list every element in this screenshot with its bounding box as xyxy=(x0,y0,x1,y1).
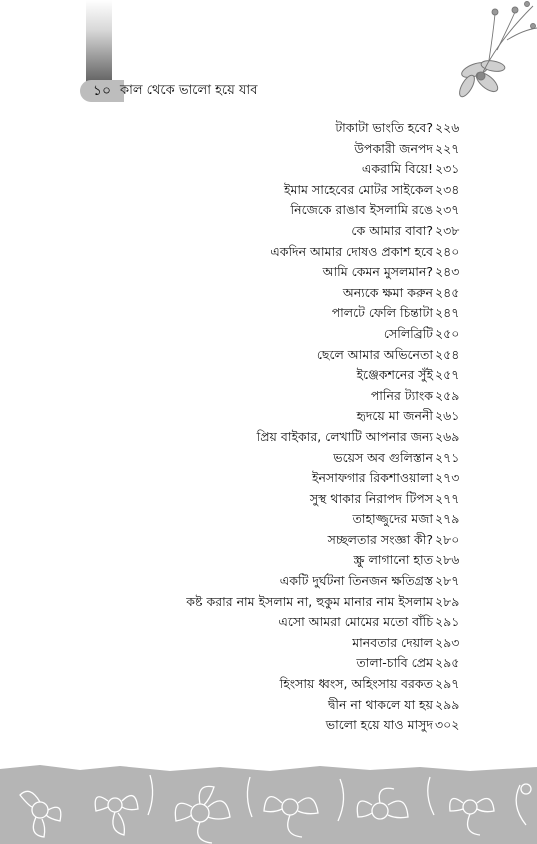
toc-entry-page: ২৫৭ xyxy=(435,367,460,383)
toc-entry-page: ২৯৯ xyxy=(435,696,460,712)
toc-entry-title: ভয়েস অব গুলিস্তান xyxy=(333,449,433,465)
toc-entry-page: ২৫৪ xyxy=(435,346,460,362)
toc-entry xyxy=(130,345,475,366)
toc-entry-title: দ্বীন না থাকলে যা হয় xyxy=(327,696,433,712)
toc-entry-title: এসো আমরা মোমের মতো বাঁচি xyxy=(278,614,433,630)
toc-entry-title: একদিন আমার দোষও প্রকাশ হবে xyxy=(270,243,433,259)
toc-entry xyxy=(130,200,475,221)
book-title: কাল থেকে ভালো হয়ে যাব xyxy=(120,83,258,98)
toc-entry-page: ২৩৪ xyxy=(435,181,460,197)
floral-pattern-icon xyxy=(0,765,537,844)
toc-entry-title: তালা-চাবি প্রেম xyxy=(356,655,433,671)
toc-entry-page: ২৮৯ xyxy=(435,593,460,609)
toc-entry xyxy=(130,139,475,160)
toc-entry-page: ২৭৩ xyxy=(435,470,460,486)
toc-entry-title: নিজেকে রাঙাব ইসলামি রঙে xyxy=(290,202,433,218)
toc-entry-page: ২৮০ xyxy=(435,531,460,547)
toc-entry-page: ২৭১ xyxy=(435,449,460,465)
toc-entry-title: আমি কেমন মুসলমান? xyxy=(322,264,433,280)
toc-entry xyxy=(130,715,475,736)
toc-entry xyxy=(130,468,475,489)
page-number: ১০ xyxy=(80,80,124,102)
toc-entry-page: ২২৬ xyxy=(435,120,460,135)
toc-entry-title: স্ক্রু লাগানো হাত xyxy=(353,552,433,568)
toc-entry xyxy=(130,324,475,345)
toc-entry xyxy=(130,283,475,304)
toc-entry xyxy=(130,489,475,510)
toc-entry xyxy=(130,509,475,530)
toc-entry-title: হিংসায় ধ্বংস, অহিংসায় বরকত xyxy=(279,676,433,692)
toc-entry-title: কষ্ট করার নাম ইসলাম না, হুকুম মানার নাম ইসলাম xyxy=(186,593,433,609)
toc-entry-page: ২৩৮ xyxy=(435,222,460,238)
toc-entry-title: মানবতার দেয়াল xyxy=(352,634,433,650)
toc-entry-title: তাহাজ্জুদের মজা xyxy=(352,511,433,527)
toc-entry-page: ২৭৭ xyxy=(435,490,460,506)
toc-entry-page: ২৮৭ xyxy=(435,573,460,589)
toc-entry-title: পানির ট্যাংক xyxy=(370,387,433,403)
toc-entry-title: ইঞ্জেকশনের সুঁই xyxy=(356,367,433,383)
toc-entry xyxy=(130,530,475,551)
toc-entry-page: ২৯৫ xyxy=(435,655,460,671)
toc-entry-title: কে আমার বাবা? xyxy=(351,222,433,238)
toc-entry-page: ২৯১ xyxy=(435,614,460,630)
toc-entry-title: ভালো হয়ে যাও মাসুদ xyxy=(325,717,433,733)
toc-entry-title: টাকাটা ভাংতি হবে? xyxy=(335,120,433,135)
toc-entry-title: হৃদয়ে মা জননী xyxy=(356,408,433,424)
header-gradient-bar xyxy=(86,0,112,86)
toc-entry-page: ২৪৩ xyxy=(435,264,460,280)
toc-entry-title: ইনসাফগার রিকশাওয়ালা xyxy=(312,470,433,486)
toc-entry-title: প্রিয় বাইকার, লেখাটি আপনার জন্য xyxy=(256,428,433,444)
toc-entry xyxy=(130,674,475,695)
toc-entry xyxy=(130,262,475,283)
toc-entry-page: ২৫০ xyxy=(435,325,460,341)
toc-entry-page: ২৮৬ xyxy=(435,552,460,568)
toc-entry-page: ২৯৭ xyxy=(435,676,460,692)
toc-entry-page: ২৪০ xyxy=(435,243,460,259)
table-of-contents xyxy=(130,118,475,736)
toc-entry xyxy=(130,695,475,716)
toc-entry xyxy=(130,550,475,571)
toc-entry-title: সচ্ছলতার সংজ্ঞা কী? xyxy=(327,531,433,547)
toc-entry-title: পালটে ফেলি চিন্তাটা xyxy=(331,305,433,321)
toc-entry-page: ২২৭ xyxy=(435,140,460,156)
flower-ornament-icon xyxy=(437,0,537,105)
toc-entry xyxy=(130,612,475,633)
page-header xyxy=(80,80,460,104)
toc-entry-page: ২৩৭ xyxy=(435,202,460,218)
toc-entry xyxy=(130,365,475,386)
toc-entry-title: ইমাম সাহেবের মোটর সাইকেল xyxy=(283,181,433,197)
toc-entry xyxy=(130,427,475,448)
toc-entry-page: ২৪৭ xyxy=(435,305,460,321)
toc-entry-page: ২৩১ xyxy=(435,161,460,177)
toc-entry xyxy=(130,303,475,324)
toc-entry xyxy=(130,221,475,242)
toc-entry-title: সেলিব্রিটি xyxy=(383,325,433,341)
toc-entry-page: ২৬১ xyxy=(435,408,460,424)
toc-entry-page: ২৭৯ xyxy=(435,511,460,527)
toc-entry-title: উপকারী জনপদ xyxy=(354,140,433,156)
toc-entry xyxy=(130,653,475,674)
floral-footer-band xyxy=(0,765,537,844)
toc-entry xyxy=(130,592,475,613)
toc-entry-title: অন্যকে ক্ষমা করুন xyxy=(342,284,433,300)
toc-entry-page: ৩০২ xyxy=(435,717,460,733)
toc-entry xyxy=(130,118,475,139)
toc-entry-page: ২৪৫ xyxy=(435,284,460,300)
toc-entry-title: একটি দুর্ঘটনা তিনজন ক্ষতিগ্রস্ত xyxy=(279,573,433,589)
toc-entry xyxy=(130,571,475,592)
toc-entry-title: একরামি বিয়ে! xyxy=(361,161,433,177)
toc-entry-title: ছেলে আমার অভিনেতা xyxy=(316,346,433,362)
toc-entry xyxy=(130,406,475,427)
toc-entry xyxy=(130,180,475,201)
toc-entry-title: সুস্থ থাকার নিরাপদ টিপস xyxy=(309,490,433,506)
toc-entry-page: ২৬৯ xyxy=(435,428,460,444)
toc-entry xyxy=(130,159,475,180)
toc-entry xyxy=(130,448,475,469)
toc-entry-page: ২৫৯ xyxy=(435,387,460,403)
toc-entry-page: ২৯৩ xyxy=(435,634,460,650)
toc-entry xyxy=(130,242,475,263)
toc-entry xyxy=(130,386,475,407)
toc-entry xyxy=(130,633,475,654)
